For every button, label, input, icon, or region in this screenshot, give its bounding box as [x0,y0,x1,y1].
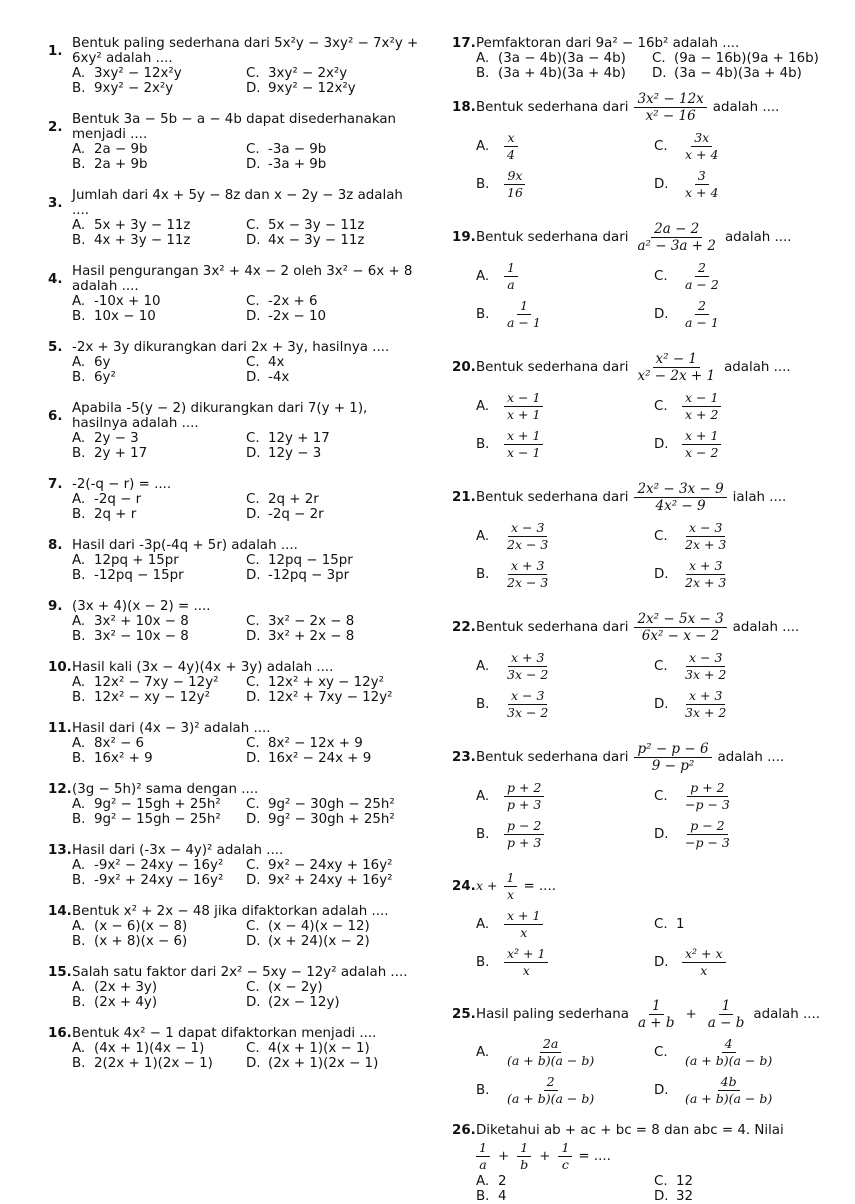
question-12 [48,782,420,827]
option-c[interactable]: C. (x − 4)(x − 12) [246,919,370,934]
option-b[interactable]: B. 9g² − 15gh − 25h² [72,812,221,827]
question-number: 19. [452,229,476,245]
question-6 [48,401,420,461]
question-text: -2(-q − r) = .... [72,477,172,492]
option-d[interactable]: D. 32 [654,1189,694,1204]
question-number: 15. [48,965,72,980]
option-a[interactable]: A. 8x² − 6 [72,736,145,751]
question-number: 18. [452,99,476,115]
question-23: 23. Bentuk sederhana dari $\frac{\text{p² − p − 6}}{\text{9 − p²}}$ adalah .... A. $\frac{p + 2}{p + 3}$ C. $\frac{p + 2}{-p - 3}$ B. $\frac{p - 2}{p + 3}$ D. $\frac{p - 2}{-p - 3}$ [452,737,832,853]
fraction: $\frac{\text{p² − p − 6}}{\text{9 − p²}}$ [634,742,711,773]
option-c[interactable]: C. 3xy² − 2x²y [246,66,348,81]
option-d[interactable]: D. -4x [246,370,290,385]
question-8 [48,538,420,583]
option-b[interactable]: B. 2y + 17 [72,446,148,461]
option-c[interactable]: C. 12y + 17 [246,431,330,446]
option-b[interactable]: B. 4 [476,1189,507,1204]
question-2 [48,112,420,172]
fraction: $\frac{1}{a + b}$ [637,997,675,1031]
option-a[interactable]: A. 3xy² − 12x²y [72,66,182,81]
option-c[interactable]: C. $\frac{4}{(a + b)(a - b)}$ [654,1035,773,1068]
question-text: Salah satu faktor dari 2x² − 5xy − 12y² adalah .... [72,965,408,980]
option-c[interactable]: C. (x − 2y) [246,980,323,995]
fraction: $\frac{1}{x}$ [504,871,518,902]
question-text: Hasil dari (4x − 3)² adalah .... [72,721,271,736]
question-text: Bentuk 3a − 5b − a − 4b dapat disederhanakan menjadi .... [72,112,397,142]
option-d[interactable]: D. 9x² + 24xy + 16y² [246,873,393,888]
question-number: 24. [452,878,476,894]
question-4 [48,264,420,324]
question-10 [48,660,420,705]
question-text: Hasil pengurangan 3x² + 4x − 2 oleh 3x² − 6x + 8 adalah .... [72,264,413,294]
question-number: 16. [48,1026,72,1041]
option-c[interactable]: C. 4(x + 1)(x − 1) [246,1041,370,1056]
question-14 [48,904,420,949]
question-text: -2x + 3y dikurangkan dari 2x + 3y, hasilnya .... [72,340,390,355]
option-d[interactable]: D. 3x² + 2x − 8 [246,629,355,644]
option-a[interactable]: A. 2y − 3 [72,431,139,446]
question-number: 9. [48,599,63,614]
fraction: $\frac{1}{c}$ [558,1141,572,1172]
option-d[interactable]: D. $\frac{x + 1}{x - 2}$ [654,425,832,463]
fraction: $\frac{1}{a - b}$ [707,997,745,1031]
question-text: Jumlah dari 4x + 5y − 8z dan x − 2y − 3z adalah .... [72,188,403,218]
option-a[interactable]: A. $\frac{x - 1}{x + 1}$ [476,387,654,425]
option-a[interactable]: A. 3x² + 10x − 8 [72,614,189,629]
option-d[interactable]: D. 12y − 3 [246,446,322,461]
question-24: 24. x + $\frac{1}{x}$ = .... A. $\frac{x + 1}{x}$ C. 1 B. $\frac{\text{x² + 1}}{x}$ D. $\frac{\text{x² + x}}{x}$ [452,867,832,981]
question-number: 25. [452,1006,476,1022]
option-b[interactable]: B. 16x² + 9 [72,751,153,766]
option-a[interactable]: A. $\frac{x + 3}{3x - 2}$ [476,649,549,682]
question-text: Bentuk sederhana dari [476,359,629,375]
option-c[interactable]: C. $\frac{x - 1}{x + 2}$ [654,387,832,425]
question-number: 8. [48,538,63,553]
question-number: 20. [452,359,476,375]
option-c[interactable]: C. $\frac{2}{a - 2}$ [654,259,719,292]
question-1 [48,36,420,96]
option-b[interactable]: B. $\frac{\text{x² + 1}}{x}$ [476,943,654,981]
option-b[interactable]: B. 10x − 10 [72,309,156,324]
question-number: 17. [452,36,476,51]
option-c[interactable]: C. 5x − 3y − 11z [246,218,365,233]
option-a[interactable]: A. $\frac{x}{4}$ [476,127,654,165]
option-b[interactable]: B. $\frac{1}{a - 1}$ [476,297,541,330]
fraction: $\frac{1}{a}$ [476,1141,490,1172]
option-a[interactable]: A. 9g² − 15gh + 25h² [72,797,221,812]
fraction: $\frac{\text{2x² − 3x − 9}}{\text{4x² − 9}}$ [634,482,726,513]
option-c[interactable]: C. $\frac{p + 2}{-p - 3}$ [654,779,730,812]
option-c[interactable]: C. $\frac{x - 3}{3x + 2}$ [654,649,727,682]
question-text: Bentuk sederhana dari [476,749,629,765]
question-18: 18. Bentuk sederhana dari $\frac{\text{3x² − 12x}}{\text{x² − 16}}$ adalah .... A. $\frac{x}{4}$ C. $\frac{3x}{x + 4}$ B. $\frac{9x}{16}$ D. $\frac{3}{x + 4}$ [452,87,832,203]
question-25: 25. Hasil paling sederhana $\frac{1}{a + b}$ + $\frac{1}{a - b}$ adalah .... A. $\frac{2a}{(a + b)(a - b)}$ C. $\frac{4}{(a + b)(a - b)}$ B. $\frac{2}{(a + b)(a - b)}$ D. $\frac{4b}{(a + b)(a - b)}$ [452,995,832,1109]
question-text: Bentuk x² + 2x − 48 jika difaktorkan adalah .... [72,904,389,919]
option-a[interactable]: A. (x − 6)(x − 8) [72,919,188,934]
question-15 [48,965,420,1010]
option-b[interactable]: B. -9x² + 24xy − 16y² [72,873,224,888]
question-5 [48,340,420,385]
question-number: 12. [48,782,72,797]
option-b[interactable]: B. 2(2x + 1)(2x − 1) [72,1056,213,1071]
option-a[interactable]: A. 12x² − 7xy − 12y² [72,675,219,690]
option-d[interactable]: D. $\frac{\text{x² + x}}{x}$ [654,943,832,981]
question-9 [48,599,420,644]
fraction: $\frac{\text{2x² − 5x − 3}}{\text{6x² − x − 2}}$ [634,612,726,643]
question-13 [48,843,420,888]
option-b[interactable]: B. $\frac{x + 3}{2x - 3}$ [476,557,549,590]
option-a[interactable]: A. $\frac{x - 3}{2x - 3}$ [476,519,549,552]
question-text: Apabila -5(y − 2) dikurangkan dari 7(y + 1), hasilnya adalah .... [72,401,368,431]
fraction: $\frac{1}{b}$ [517,1141,531,1172]
question-text: Bentuk sederhana dari [476,99,629,115]
option-d[interactable]: D. -2q − 2r [246,507,324,522]
option-a[interactable]: A. $\frac{2a}{(a + b)(a - b)}$ [476,1035,595,1068]
question-7 [48,477,420,522]
option-d[interactable]: D. -3a + 9b [246,157,327,172]
fraction: $\frac{2a - 2}{\text{a² − 3a + 2}}$ [637,220,716,254]
question-19: 19. Bentuk sederhana dari $\frac{2a - 2}{\text{a² − 3a + 2}}$ adalah .... A. $\frac{1}{a}$ C. $\frac{2}{a - 2}$ B. $\frac{1}{a - 1}$ D. $\frac{2}{a - 1}$ [452,217,832,333]
question-number: 23. [452,749,476,765]
option-a[interactable]: A. 2a − 9b [72,142,148,157]
question-number: 14. [48,904,72,919]
option-c[interactable]: C. -2x + 6 [246,294,318,309]
option-b[interactable]: B. (3a + 4b)(3a + 4b) [476,66,626,81]
option-b[interactable]: B. $\frac{x + 1}{x - 1}$ [476,425,654,463]
right-column [452,36,832,1204]
option-a[interactable]: A. 12pq + 15pr [72,553,179,568]
option-b[interactable]: B. $\frac{9x}{16}$ [476,165,654,203]
option-d[interactable]: D. 16x² − 24x + 9 [246,751,372,766]
option-b[interactable]: B. 6y² [72,370,116,385]
option-d[interactable]: D. (3a − 4b)(3a + 4b) [652,66,802,81]
option-b[interactable]: B. $\frac{2}{(a + b)(a - b)}$ [476,1073,595,1106]
option-c[interactable]: C. 2q + 2r [246,492,319,507]
option-a[interactable]: A. (3a − 4b)(3a − 4b) [476,51,626,66]
option-a[interactable]: A. $\frac{p + 2}{p + 3}$ [476,777,654,815]
option-a[interactable]: A. 2 [476,1174,507,1189]
option-d[interactable]: D. $\frac{2}{a - 1}$ [654,297,719,330]
option-c[interactable]: C. 12pq − 15pr [246,553,353,568]
option-d[interactable]: D. 4x − 3y − 11z [246,233,365,248]
option-a[interactable]: A. -2q − r [72,492,142,507]
question-11 [48,721,420,766]
question-21: 21. Bentuk sederhana dari $\frac{\text{2x² − 3x − 9}}{\text{4x² − 9}}$ ialah .... A. $\frac{x - 3}{2x - 3}$ C. $\frac{x - 3}{2x + 3}$ B. $\frac{x + 3}{2x - 3}$ D. $\frac{x + 3}{2x + 3}$ [452,477,832,593]
question-number: 13. [48,843,72,858]
question-26: 26. Diketahui ab + ac + bc = 8 dan abc = 4. Nilai $\frac{1}{a}$ + $\frac{1}{b}$ + $\frac{1}{c}$ = .... A. 2 C. 12 B. 4 D. 32 [452,1123,832,1204]
option-a[interactable]: A. 5x + 3y − 11z [72,218,191,233]
question-text: Bentuk sederhana dari [476,489,629,505]
question-number: 5. [48,340,63,355]
question-text: Bentuk sederhana dari [476,229,629,245]
option-b[interactable]: B. $\frac{p - 2}{p + 3}$ [476,815,654,853]
question-text: Bentuk sederhana dari [476,619,629,635]
option-d[interactable]: D. $\frac{x + 3}{3x + 2}$ [654,687,727,720]
question-number: 21. [452,489,476,505]
question-text: Hasil dari (-3x − 4y)² adalah .... [72,843,284,858]
option-b[interactable]: B. 2q + r [72,507,137,522]
option-d[interactable]: D. 9g² − 30gh + 25h² [246,812,395,827]
question-3 [48,188,420,248]
question-16 [48,1026,420,1071]
question-number: 2. [48,119,63,135]
option-c[interactable]: C. 1 [654,916,685,932]
question-text: Hasil kali (3x − 4y)(4x + 3y) adalah .... [72,660,334,675]
question-22: 22. Bentuk sederhana dari $\frac{\text{2x² − 5x − 3}}{\text{6x² − x − 2}}$ adalah .... A. $\frac{x + 3}{3x - 2}$ C. $\frac{x - 3}{3x + 2}$ B. $\frac{x - 3}{3x - 2}$ D. $\frac{x + 3}{3x + 2}$ [452,607,832,723]
option-d[interactable]: D. -12pq − 3pr [246,568,350,583]
option-d[interactable]: D. $\frac{3}{x + 4}$ [654,167,719,200]
question-text: (3x + 4)(x − 2) = .... [72,599,211,614]
option-c[interactable]: C. 12x² + xy − 12y² [246,675,384,690]
question-text: Hasil dari -3p(-4q + 5r) adalah .... [72,538,298,553]
option-c[interactable]: C. 8x² − 12x + 9 [246,736,363,751]
option-d[interactable]: D. 12x² + 7xy − 12y² [246,690,393,705]
option-a[interactable]: A. -9x² − 24xy − 16y² [72,858,224,873]
fraction: $\frac{\text{x² − 1}}{\text{x² − 2x + 1}}$ [637,350,716,384]
question-text: Bentuk paling sederhana dari 5x²y − 3xy² − 7x²y + 6xy² adalah .... [72,36,419,66]
question-number: 1. [48,43,63,59]
option-c[interactable]: C. $\frac{x - 3}{2x + 3}$ [654,519,727,552]
question-number: 7. [48,477,63,492]
question-text: Bentuk 4x² − 1 dapat difaktorkan menjadi .... [72,1026,377,1041]
option-a[interactable]: A. 6y [72,355,111,370]
option-c[interactable]: C. 4x [246,355,285,370]
question-number: 10. [48,660,72,675]
option-a[interactable]: A. $\frac{1}{a}$ [476,257,654,295]
option-b[interactable]: B. 12x² − xy − 12y² [72,690,210,705]
question-number: 22. [452,619,476,635]
option-d[interactable]: D. (x + 24)(x − 2) [246,934,370,949]
option-d[interactable]: D. (2x + 1)(2x − 1) [246,1056,379,1071]
option-a[interactable]: A. -10x + 10 [72,294,161,309]
question-number: 3. [48,195,63,211]
option-c[interactable]: C. 3x² − 2x − 8 [246,614,355,629]
option-c[interactable]: C. 12 [654,1174,694,1189]
option-d[interactable]: D. 9xy² − 12x²y [246,81,356,96]
option-d[interactable]: D. $\frac{x + 3}{2x + 3}$ [654,557,727,590]
question-number: 11. [48,721,72,736]
option-c[interactable]: C. 9x² − 24xy + 16y² [246,858,393,873]
fraction: $\frac{\text{3x² − 12x}}{\text{x² − 16}}$ [634,92,706,123]
option-d[interactable]: D. $\frac{4b}{(a + b)(a - b)}$ [654,1073,773,1106]
option-d[interactable]: D. $\frac{p - 2}{-p - 3}$ [654,817,730,850]
option-c[interactable]: C. $\frac{3x}{x + 4}$ [654,129,719,162]
option-c[interactable]: C. -3a − 9b [246,142,327,157]
option-d[interactable]: D. -2x − 10 [246,309,327,324]
option-a[interactable]: A. (4x + 1)(4x − 1) [72,1041,205,1056]
question-text: Pemfaktoran dari 9a² − 16b² adalah .... [476,36,740,51]
option-c[interactable]: C. (9a − 16b)(9a + 16b) [652,51,819,66]
question-text: Diketahui ab + ac + bc = 8 dan abc = 4. Nilai [476,1123,784,1138]
option-b[interactable]: B. 4x + 3y − 11z [72,233,191,248]
option-b[interactable]: B. $\frac{x - 3}{3x - 2}$ [476,687,549,720]
option-b[interactable]: B. (x + 8)(x − 6) [72,934,188,949]
option-b[interactable]: B. 3x² − 10x − 8 [72,629,189,644]
question-number: 6. [48,408,63,424]
option-c[interactable]: C. 9g² − 30gh − 25h² [246,797,395,812]
question-20: 20. Bentuk sederhana dari $\frac{\text{x² − 1}}{\text{x² − 2x + 1}}$ adalah .... A. $\frac{x - 1}{x + 1}$ C. $\frac{x - 1}{x + 2}$ B. $\frac{x + 1}{x - 1}$ D. $\frac{x + 1}{x - 2}$ [452,347,832,463]
option-a[interactable]: A. (2x + 3y) [72,980,158,995]
question-number: 26. [452,1123,476,1138]
option-d[interactable]: D. (2x − 12y) [246,995,340,1010]
option-a[interactable]: A. $\frac{x + 1}{x}$ [476,905,654,943]
option-b[interactable]: B. (2x + 4y) [72,995,158,1010]
option-b[interactable]: B. -12pq − 15pr [72,568,184,583]
option-b[interactable]: B. 2a + 9b [72,157,148,172]
question-text: (3g − 5h)² sama dengan .... [72,782,259,797]
left-column [48,36,420,1071]
question-number: 4. [48,271,63,287]
option-b[interactable]: B. 9xy² − 2x²y [72,81,174,96]
question-17 [452,36,832,81]
